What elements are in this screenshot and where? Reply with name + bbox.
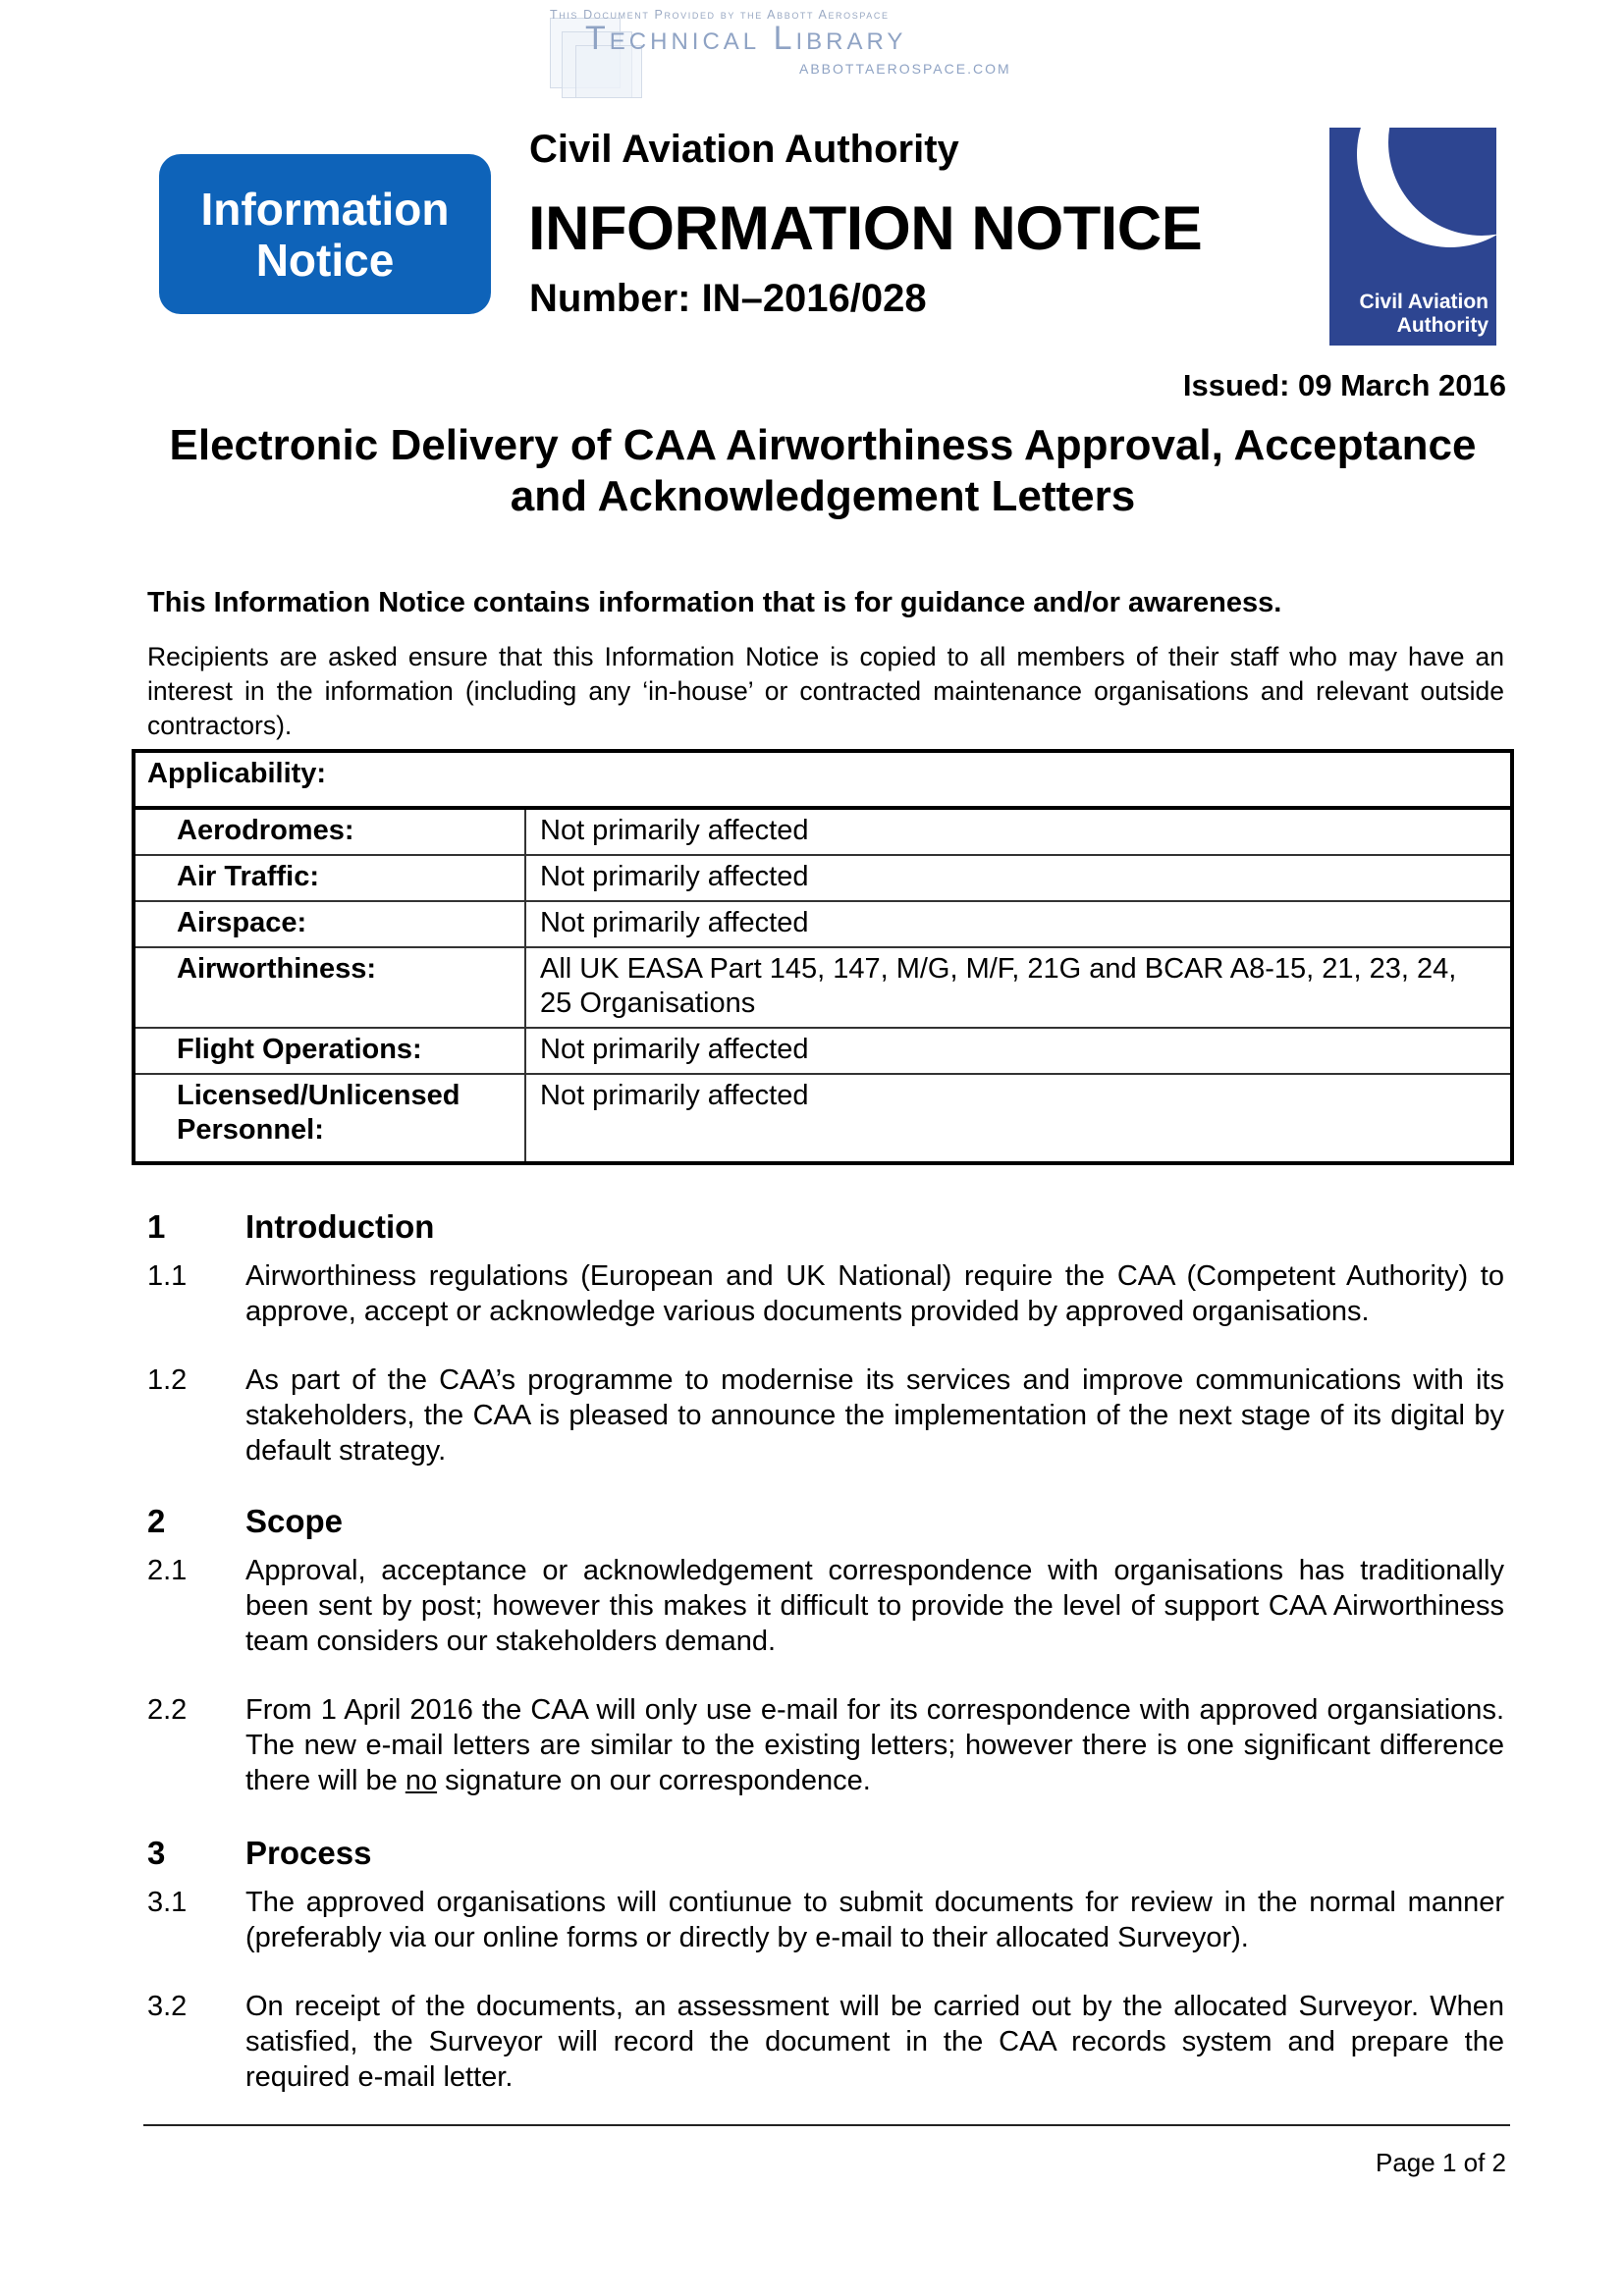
row-value: Not primarily affected	[525, 855, 1512, 901]
paragraph	[147, 1258, 1504, 1329]
row-value: Not primarily affected	[525, 1028, 1512, 1074]
page-number: Page 1 of 2	[1376, 2148, 1506, 2177]
badge-line2: Notice	[255, 234, 395, 286]
section-title: Introduction	[245, 1208, 435, 1245]
row-label: Licensed/Unlicensed Personnel:	[134, 1074, 525, 1163]
section-title: Process	[245, 1835, 372, 1871]
table-row	[134, 947, 1512, 1028]
paragraph-number: 3.2	[147, 1991, 188, 2022]
paragraph-number: 2.2	[147, 1694, 188, 1726]
paragraph-number: 3.1	[147, 1887, 188, 1918]
footer-divider	[143, 2124, 1510, 2126]
row-label: Aerodromes:	[134, 808, 525, 855]
row-value: Not primarily affected	[525, 1074, 1512, 1163]
row-label: Airworthiness:	[134, 947, 525, 1028]
applicability-heading: Applicability:	[134, 751, 1512, 808]
paragraph-text: On receipt of the documents, an assessment will be carried out by the allocated Surveyor. When satisfied, the Surveyor will record the document in the CAA records system and prepare the required e-mail letter.	[245, 1991, 1504, 2093]
paragraph	[147, 1362, 1504, 1468]
notice-type-title: INFORMATION NOTICE	[528, 194, 1203, 263]
section-heading	[147, 1207, 1504, 1247]
row-value: Not primarily affected	[525, 901, 1512, 947]
watermark-line1: This Document Provided by the Abbott Aerospace	[550, 8, 890, 22]
document-title-line2: and Acknowledgement Letters	[510, 472, 1136, 520]
caa-logo-line2: Authority	[1396, 314, 1489, 337]
paragraph-text	[245, 1692, 1504, 1798]
paragraph-number: 2.1	[147, 1555, 188, 1586]
section-number: 2	[147, 1503, 166, 1539]
badge-line1: Information	[200, 183, 450, 235]
section-scope	[147, 1502, 1504, 1798]
row-label: Flight Operations:	[134, 1028, 525, 1074]
section-heading	[147, 1834, 1504, 1873]
paragraph-number: 1.2	[147, 1364, 188, 1396]
table-header-row	[134, 751, 1512, 808]
section-process	[147, 1834, 1504, 2095]
caa-logo-text	[1360, 291, 1489, 338]
organisation-name: Civil Aviation Authority	[529, 128, 959, 171]
notice-number: Number: IN–2016/028	[529, 277, 927, 320]
paragraph-text: As part of the CAA’s programme to modernise its services and improve communications with its stakeholders, the CAA is pleased to announce the implementation of the next stage of its digital by default strategy.	[245, 1364, 1504, 1467]
paragraph	[147, 1553, 1504, 1659]
table-row	[134, 1074, 1512, 1163]
caa-logo	[1329, 128, 1496, 346]
paragraph	[147, 1989, 1504, 2095]
section-number: 3	[147, 1835, 166, 1871]
table-row	[134, 808, 1512, 855]
applicability-table	[132, 749, 1514, 1165]
row-value: All UK EASA Part 145, 147, M/G, M/F, 21G and BCAR A8-15, 21, 23, 24, 25 Organisations	[525, 947, 1512, 1028]
table-row	[134, 855, 1512, 901]
watermark-line3: ABBOTTAEROSPACE.COM	[799, 61, 1011, 77]
paragraph-text: Approval, acceptance or acknowledgement correspondence with organisations has traditionally been sent by post; however this makes it difficult to provide the level of support CAA Airworthiness team considers our stakeholders demand.	[245, 1555, 1504, 1657]
table-row	[134, 1028, 1512, 1074]
issued-date: Issued: 09 March 2016	[1182, 368, 1506, 402]
paragraph-text-before: From 1 April 2016 the CAA will only use e-mail for its correspondence with approved organsiations. The new e-mail letters are similar to the existing letters; however there is one significant difference there will be	[245, 1694, 1504, 1796]
paragraph	[147, 1692, 1504, 1798]
row-label: Airspace:	[134, 901, 525, 947]
section-number: 1	[147, 1208, 166, 1245]
underlined-emphasis: no	[405, 1765, 438, 1796]
row-label: Air Traffic:	[134, 855, 525, 901]
watermark-line2: Technical Library	[585, 20, 907, 57]
paragraph-text: Airworthiness regulations (European and UK National) require the CAA (Competent Authority) to approve, accept or acknowledge various documents provided by approved organisations.	[245, 1260, 1504, 1327]
recipients-instructions: Recipients are asked ensure that this Information Notice is copied to all members of their staff who may have an interest in the information (including any ‘in-house’ or contracted maintenance organisations and relevant outside contractors).	[147, 642, 1504, 740]
watermark	[546, 4, 1056, 82]
paragraph-text-after: signature on our correspondence.	[437, 1765, 871, 1796]
information-notice-badge	[159, 154, 491, 314]
paragraph-number: 1.1	[147, 1260, 188, 1292]
document-title	[132, 420, 1514, 522]
document-title-line1: Electronic Delivery of CAA Airworthiness Approval, Acceptance	[169, 421, 1477, 469]
section-heading	[147, 1502, 1504, 1541]
row-value: Not primarily affected	[525, 808, 1512, 855]
guidance-statement: This Information Notice contains information that is for guidance and/or awareness.	[147, 587, 1282, 618]
paragraph	[147, 1885, 1504, 1955]
paragraph-text: The approved organisations will contiunue to submit documents for review in the normal manner (preferably via our online forms or directly by e-mail to their allocated Surveyor).	[245, 1887, 1504, 1953]
section-introduction	[147, 1207, 1504, 1468]
caa-logo-line1: Civil Aviation	[1359, 291, 1489, 313]
table-row	[134, 901, 1512, 947]
section-title: Scope	[245, 1503, 344, 1539]
